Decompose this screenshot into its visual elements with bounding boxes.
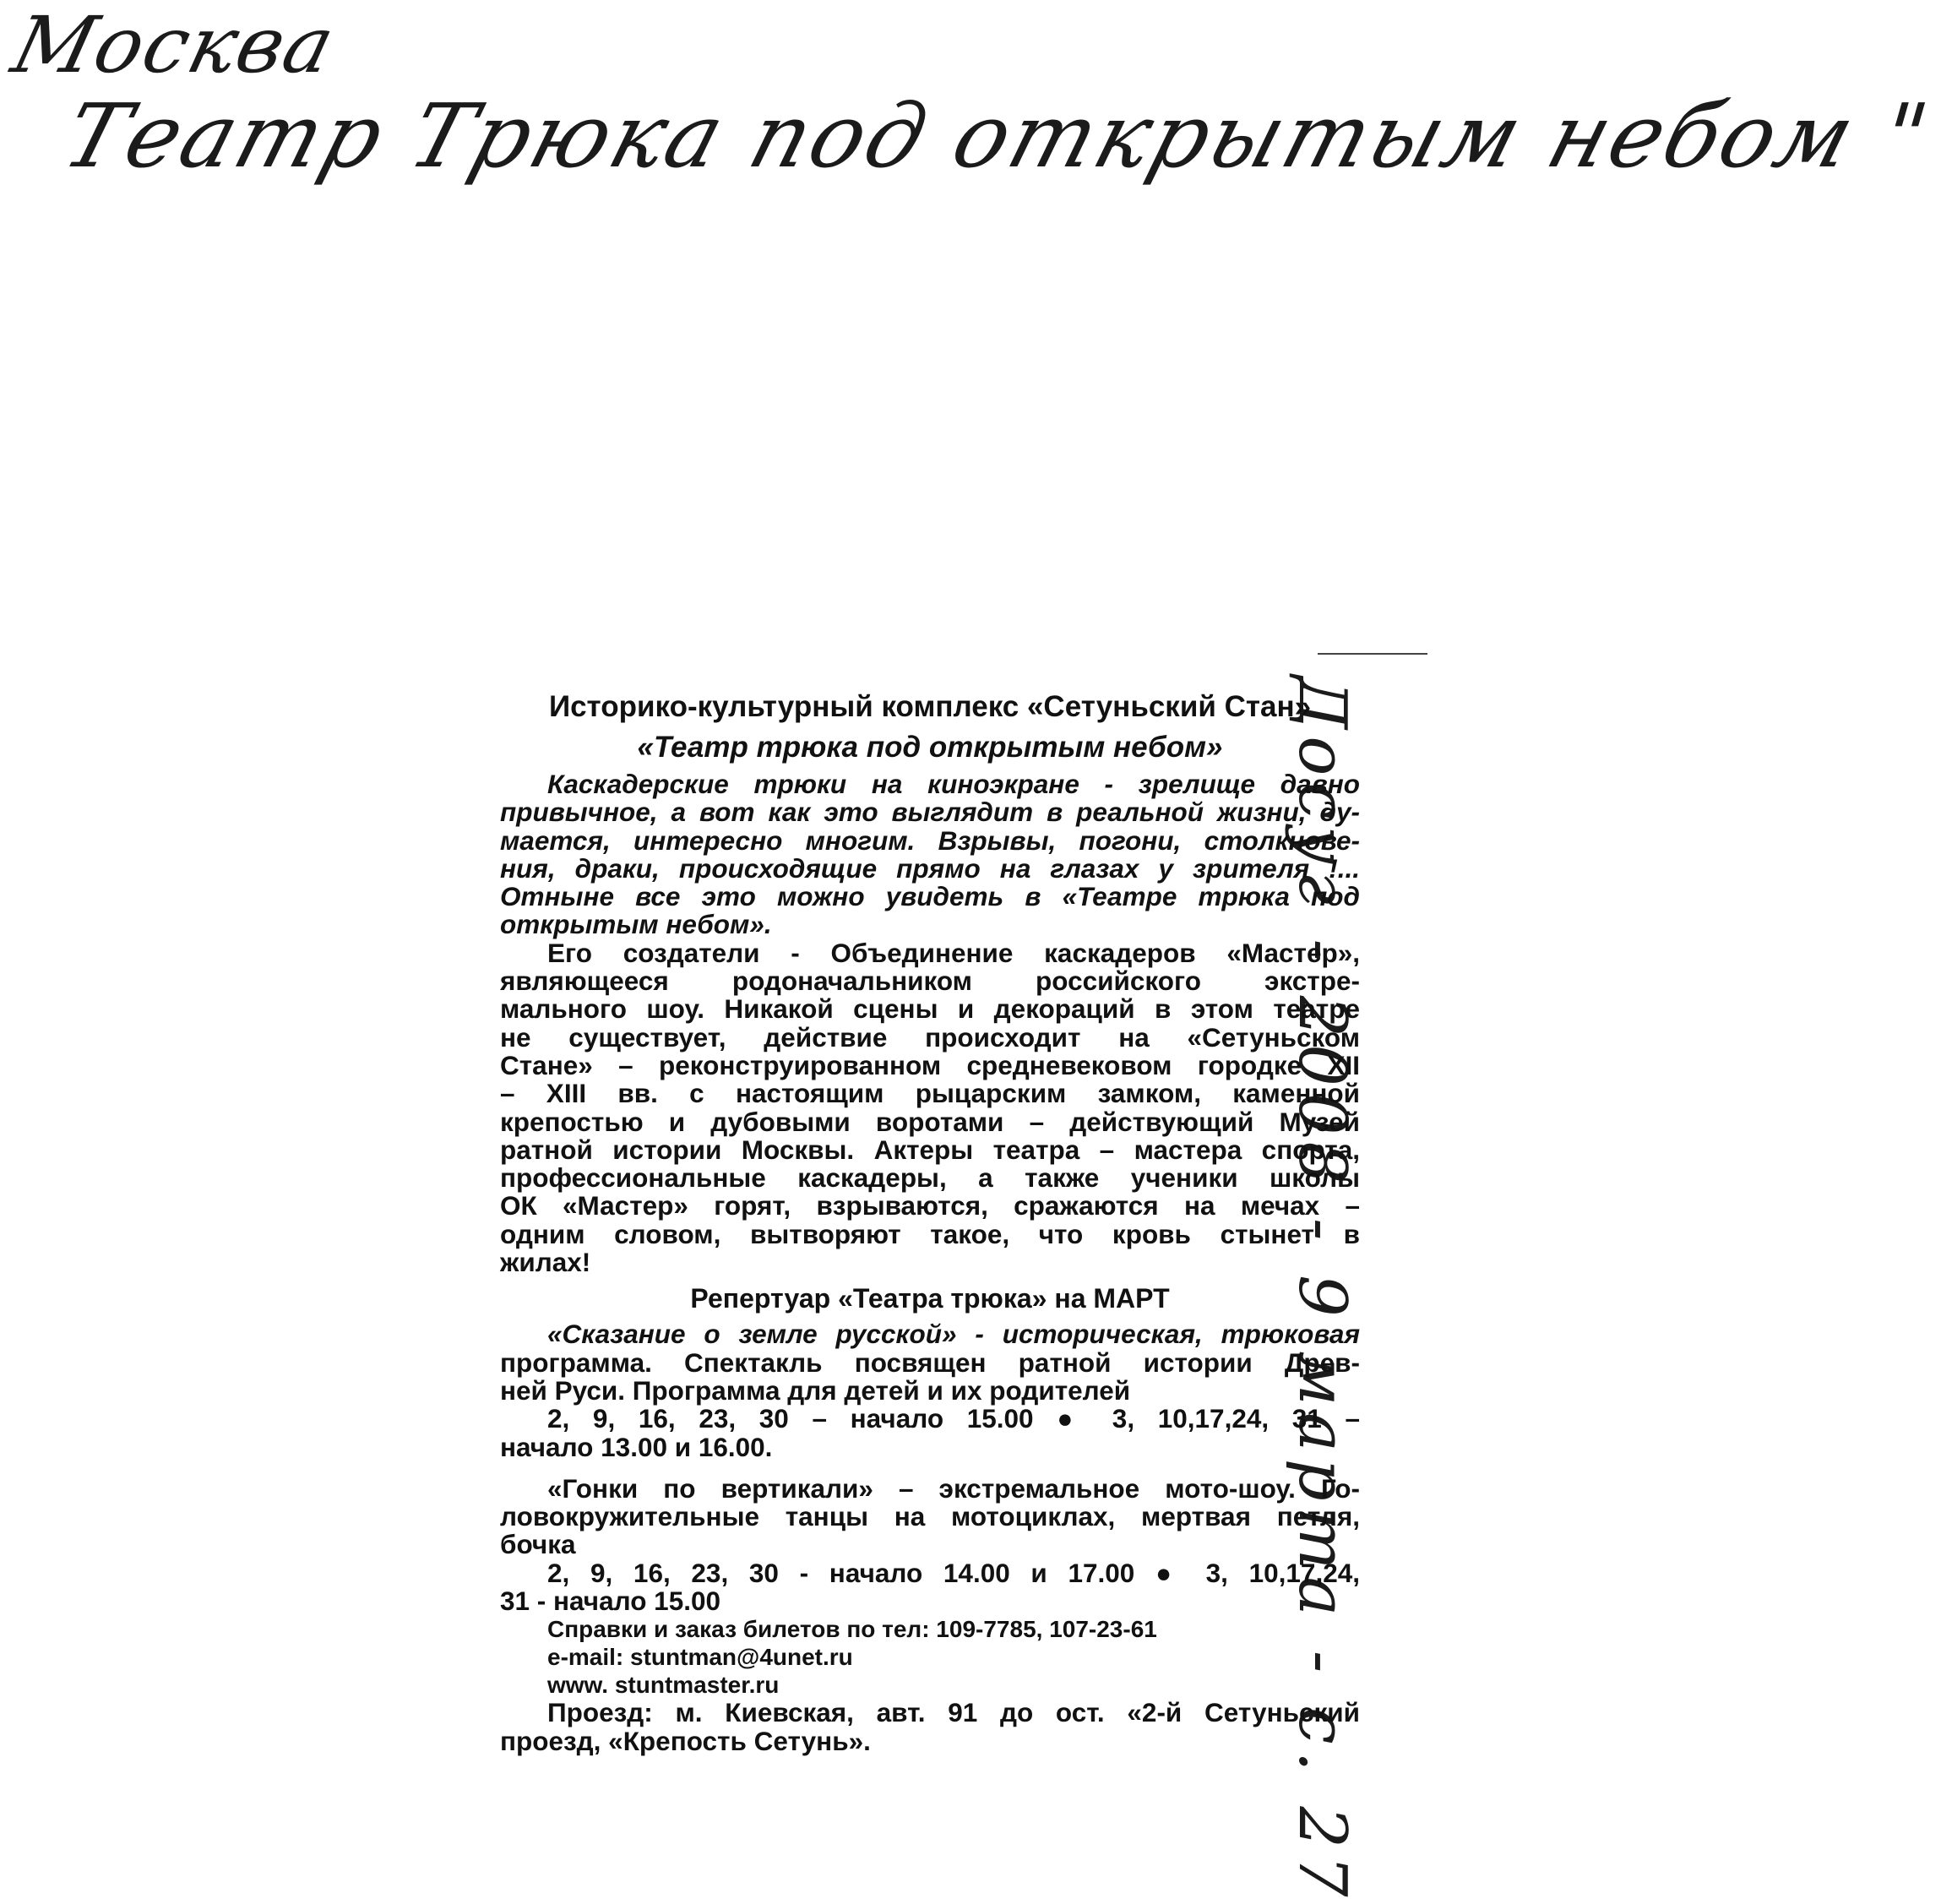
- text-line: ния, драки, происходящие прямо на глазах у зрителя !...: [500, 852, 1360, 884]
- newspaper-clipping: [500, 686, 1360, 1755]
- phones-line: Справки и заказ билетов по тел: 109-7785, 107-23-61: [547, 1616, 1157, 1643]
- text-line: Отныне все это можно увидеть в «Театре трюка под: [500, 881, 1360, 912]
- text-line: – XIII вв. с настоящим рыцарским замком, каменной: [500, 1078, 1360, 1109]
- show-gonki: [500, 1472, 1360, 1617]
- clipping-subheading: «Театр трюка под открытым небом»: [637, 731, 1223, 764]
- directions-line: проезд, «Крепость Сетунь».: [500, 1725, 871, 1756]
- text-line: открытым небом».: [500, 909, 772, 940]
- text-line: мается, интересно многим. Взрывы, погони, столкнове-: [500, 824, 1360, 856]
- schedule-line: 2, 9, 16, 23, 30 – начало 15.00 ● 3, 10,17,24, 31 –: [547, 1403, 1360, 1434]
- clipping-top-rule: [1318, 653, 1427, 655]
- repertoire-heading: Репертуар «Театра трюка» на МАРТ: [690, 1283, 1170, 1314]
- text-line: привычное, а вот как это выглядит в реальной жизни, ду-: [500, 797, 1360, 828]
- text-line: ОК «Мастер» горят, взрываются, сражаются на мечах –: [500, 1190, 1360, 1221]
- text-line: бочка: [500, 1529, 576, 1560]
- show-skazanie: [500, 1320, 1360, 1461]
- text-line: жилах!: [500, 1247, 591, 1278]
- text-line: Каскадерские трюки на киноэкране - зрелище давно: [547, 769, 1360, 799]
- handwritten-title-note: Театр Трюка под открытым небом ": [52, 84, 1941, 188]
- text-line: ней Руси. Программа для детей и их родителей: [500, 1374, 1131, 1406]
- email-line: e-mail: stuntman@4unet.ru: [547, 1644, 853, 1671]
- schedule-line: начало 13.00 и 16.00.: [500, 1431, 773, 1462]
- clipping-heading: Историко-культурный комплекс «Сетуньский Стан»: [548, 690, 1312, 723]
- text-line: профессиональные каскадеры, а также ученики школы: [500, 1162, 1360, 1194]
- text-line: являющееся родоначальником российского экстре-: [500, 966, 1360, 997]
- text-line: крепостью и дубовыми воротами – действующий Музей: [500, 1106, 1360, 1137]
- handwritten-city: Москва: [3, 0, 345, 90]
- body-paragraph: [500, 939, 1360, 1277]
- intro-paragraph: [500, 770, 1360, 939]
- handwritten-source-note: Досуг - 2008 - 9 марта - с. 27: [1284, 676, 1360, 1904]
- text-line: мального шоу. Никакой сцены и декораций в этом театре: [500, 993, 1360, 1025]
- website-line: www. stuntmaster.ru: [547, 1672, 780, 1699]
- text-line: Стане» – реконструированном средневековом городке XII: [500, 1049, 1360, 1080]
- text-line: «Гонки по вертикали» – экстремальное мото-шоу. Го-: [547, 1472, 1360, 1504]
- text-line: ловокружительные танцы на мотоциклах, мертвая петля,: [500, 1501, 1360, 1532]
- schedule-line: 31 - начало 15.00: [500, 1586, 721, 1617]
- text-line: одним словом, вытворяют такое, что кровь стынет в: [500, 1218, 1360, 1249]
- directions: [500, 1699, 1360, 1755]
- text-line: «Сказание о земле русской» - историческая, трюковая: [547, 1319, 1360, 1350]
- directions-line: Проезд: м. Киевская, авт. 91 до ост. «2-й Сетуньский: [547, 1697, 1360, 1728]
- text-line: Его создатели - Объединение каскадеров «Мастер»,: [547, 937, 1360, 968]
- text-line: программа. Спектакль посвящен ратной истории Древ-: [500, 1346, 1360, 1378]
- text-line: не существует, действие происходит на «Сетуньском: [500, 1021, 1360, 1053]
- schedule-line: 2, 9, 16, 23, 30 - начало 14.00 и 17.00 ● 3, 10,17,24,: [547, 1557, 1360, 1588]
- contacts: [500, 1615, 1360, 1699]
- text-line: ратной истории Москвы. Актеры театра – мастера спорта,: [500, 1134, 1360, 1165]
